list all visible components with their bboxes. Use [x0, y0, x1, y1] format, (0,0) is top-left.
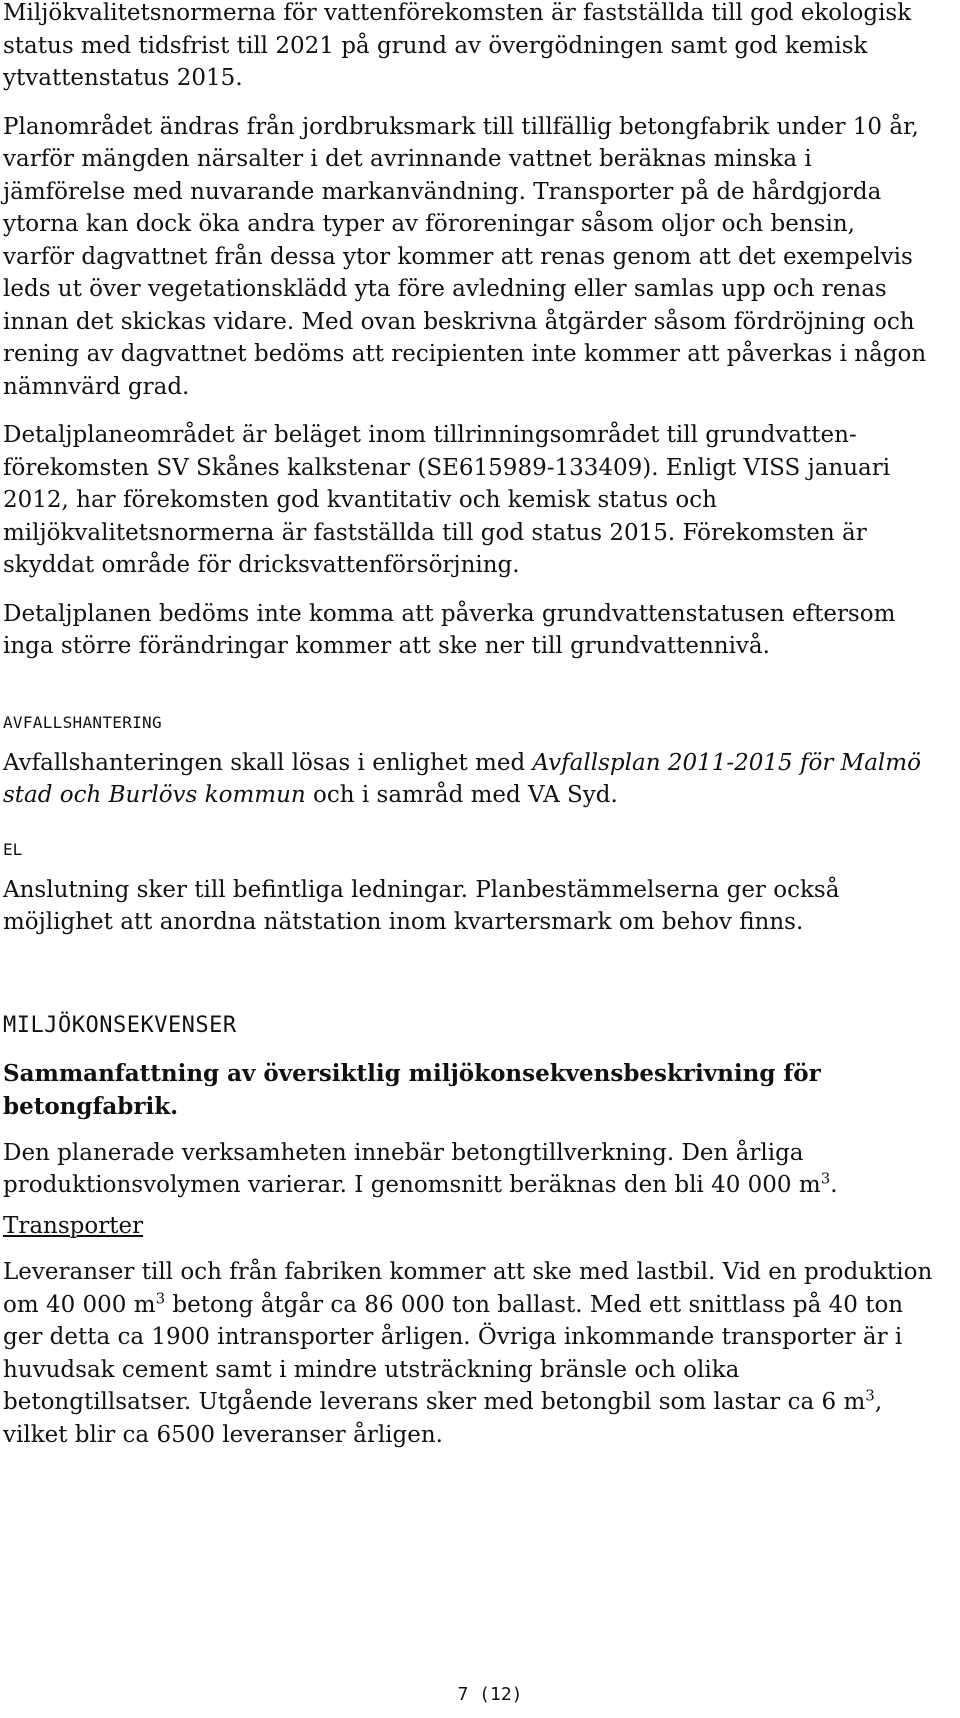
- paragraph-planomradet: Planområdet ändras från jordbruksmark till tillfällig betongfabrik under 10 år, varför mängden närsalter i det avrinnande vattnet beräknas minska i jämförelse med nuvarande markanvändning. Transporter på de hårdgjorda ytorna kan dock öka andra typer av föroreningar såsom oljor och bensin, varför dagvattnet från dessa ytor kommer att renas genom att det exempelvis leds ut över vegetationsklädd yta före avledning eller samlas upp och renas innan det skickas vidare. Med ovan beskrivna åtgärder såsom fördröjning och rening av dagvattnet bedöms att recipienten inte kommer att påverkas i någon nämnvärd grad.: [3, 113, 927, 400]
- avfall-text-after: och i samråd med VA Syd.: [305, 782, 618, 808]
- avfallsplan-title: Avfallsplan 2011-2015 för Malmö stad och Burlövs kommun: [3, 749, 921, 808]
- superscript-3: 3: [820, 1169, 831, 1188]
- superscript-3: 3: [155, 1288, 166, 1307]
- paragraph-avfallshantering: [3, 747, 933, 812]
- subheading-transporter: Transporter: [3, 1212, 144, 1239]
- section-title-sammanfattning: Sammanfattning av översiktlig miljökonsekvensbeskrivning för betongfabrik.: [3, 1059, 821, 1120]
- heading-el: EL: [3, 839, 23, 859]
- paragraph-transporter: [3, 1256, 933, 1451]
- paragraph-grundvatten: Detaljplaneområdet är beläget inom tillrinningsområdet till grundvatten-förekomsten SV Skånes kalkstenar (SE615989-133409). Enligt VISS januari 2012, har förekomsten god kvantitativ och kemisk status och miljökvalitetsnormerna är fastställda till god status 2015. Förekomsten är skyddat område för dricksvattenförsörjning.: [3, 422, 891, 578]
- transport-text-c: , vilket blir ca 6500 leveranser årligen.: [3, 1389, 883, 1448]
- paragraph-miljokvalitetsnormer: Miljökvalitetsnormerna för vattenförekomsten är fastställda till god ekologisk status med tidsfrist till 2021 på grund av övergödningen samt god kemisk ytvattenstatus 2015.: [3, 0, 912, 91]
- heading-miljokonsekvenser: MILJÖKONSEKVENSER: [3, 1012, 237, 1038]
- paragraph-verksamheten: [3, 1137, 933, 1202]
- document-page: [3, 0, 933, 1451]
- transport-text-a: Leveranser till och från fabriken kommer att ske med lastbil. Vid en produktion om 40 000 m: [3, 1259, 933, 1318]
- transport-text-b: betong åtgår ca 86 000 ton ballast. Med ett snittlass på 40 ton ger detta ca 1900 intransporter årligen. Övriga inkommande transporter är i huvudsak cement samt i mindre utsträckning bränsle och olika betongtillsatser. Utgående leverans sker med betongbil som lastar ca 6 m: [3, 1291, 904, 1415]
- verksamheten-end: .: [830, 1172, 838, 1198]
- page-number: 7 (12): [457, 1684, 523, 1705]
- paragraph-el: Anslutning sker till befintliga ledningar. Planbestämmelserna ger också möjlighet att anordna nätstation inom kvartersmark om behov finns.: [3, 876, 840, 935]
- verksamheten-text: Den planerade verksamheten innebär betongtillverkning. Den årliga produktionsvolymen varierar. I genomsnitt beräknas den bli 40 000 m: [3, 1139, 821, 1198]
- heading-avfallshantering: AVFALLSHANTERING: [3, 712, 162, 732]
- paragraph-detaljplanen: Detaljplanen bedöms inte komma att påverka grundvattenstatusen eftersom inga större förändringar kommer att ske ner till grundvattennivå.: [3, 600, 896, 659]
- avfall-text-before: Avfallshanteringen skall lösas i enlighet med: [3, 749, 533, 776]
- superscript-3: 3: [865, 1386, 875, 1405]
